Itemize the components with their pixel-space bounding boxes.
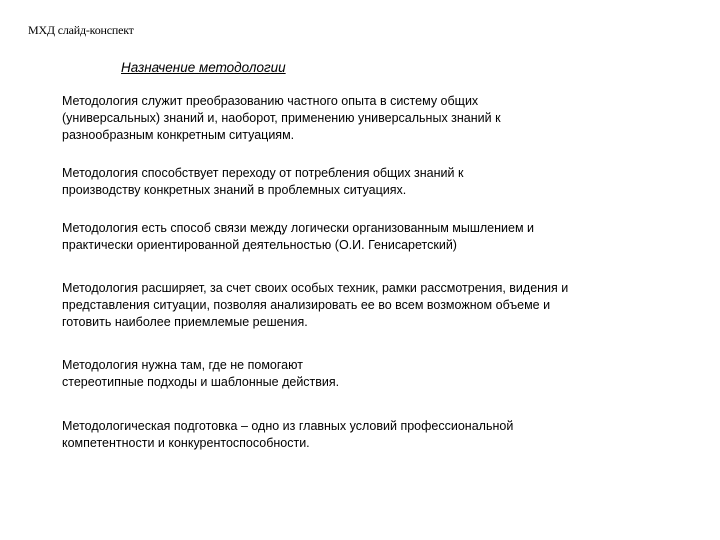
paragraph-6: Методологическая подготовка – одно из главных условий профессиональной компетентности и конкурентоспособности. (62, 419, 514, 450)
paragraph-4: Методология расширяет, за счет своих особых техник, рамки рассмотрения, видения и представления ситуации, позволяя анализировать ее во всем возможном объеме и готовить наиболее приемлемые решения. (62, 281, 569, 329)
paragraph-5: Методология нужна там, где не помогают стереотипные подходы и шаблонные действия. (62, 358, 340, 389)
paragraph-1: Методология служит преобразованию частного опыта в систему общих (универсальных) знаний и, наоборот, применению универсальных знаний к разнообразным конкретным ситуациям. (62, 94, 501, 142)
paragraph-3: Методология есть способ связи между логически организованным мышлением и практически ориентированной деятельностью (О.И. Генисаретский) (62, 221, 535, 252)
slide-title: Назначение методологии (121, 60, 286, 75)
paragraph-2: Методология способствует переходу от потребления общих знаний к производству конкретных знаний в проблемных ситуациях. (62, 166, 464, 197)
document-header: МХД слайд-конспект (28, 23, 134, 37)
